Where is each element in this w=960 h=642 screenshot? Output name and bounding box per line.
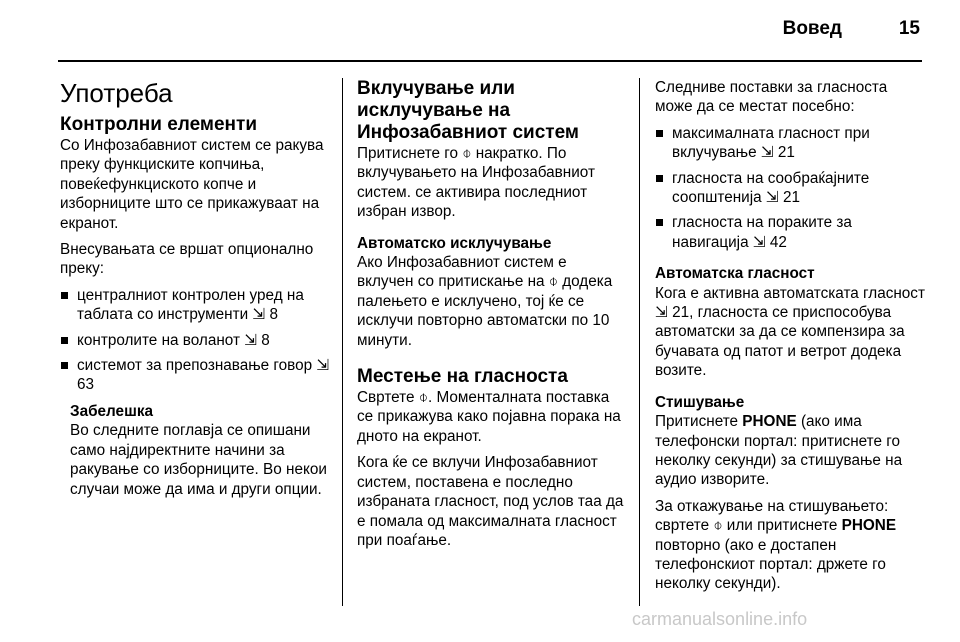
phone-button-label: PHONE [841, 517, 897, 535]
list-item: контролите на воланот ⇲ 8 [60, 331, 330, 350]
note-block [70, 402, 330, 499]
column-divider [342, 78, 343, 606]
bullet-list [655, 124, 927, 252]
text-run: Притиснете [655, 413, 743, 431]
minor-heading: Стишување [655, 393, 745, 411]
page-number: 15 [898, 18, 920, 39]
text-run: За откажување на стишувањето: свртете ⌽ или притиснете [655, 497, 889, 535]
note-text: Во следните поглавја се опишани само најдиректните начини за ракување со изборниците. Во некои случаи може да има и други опции. [70, 422, 327, 498]
column-divider [639, 78, 640, 606]
column-right [655, 78, 927, 601]
paragraph: Следниве поставки за гласноста може да се местат посебно: [655, 79, 888, 116]
list-item: гласноста на сообраќајните соопштенија ⇲ 21 [655, 169, 927, 208]
column-left [60, 78, 330, 499]
subsection-heading: Контролни елементи [60, 114, 258, 135]
text-run: (ако има телефонски портал: притиснете го неколку секунди) за стишување на аудио изворите. [655, 413, 903, 489]
text-run: повторно (ако е достапен телефонскиот портал: држете го неколку секунди). [655, 536, 886, 593]
phone-button-label: PHONE [742, 413, 797, 431]
list-item: максималната гласност при вклучување ⇲ 21 [655, 124, 927, 163]
bullet-list [60, 286, 330, 395]
paragraph: Притиснете го ⌽ накратко. По вклучувањето на Инфозабавниот систем. се активира последниот избран извор. [357, 145, 595, 221]
subsection-heading: Местење на гласноста [357, 366, 568, 388]
minor-heading: Автоматска гласност [655, 265, 815, 283]
paragraph [655, 497, 927, 594]
watermark: carmanualsonline.info [632, 609, 808, 629]
paragraph: Кога ќе се вклучи Инфозабавниот систем, поставена е последно избраната гласност, под услов таа да е помала од максималната гласност при поаѓање. [357, 454, 624, 549]
list-item: системот за препознавање говор ⇲ 63 [60, 356, 330, 395]
paragraph: Ако Инфозабавниот систем е вклучен со притискање на ⌽ додека палењето е исклучено, тој ќе се исклучи повторно автоматски по 10 минути. [357, 254, 613, 349]
subsection-heading: Вклучување или исклучување на Инфозабавниот систем [357, 78, 579, 143]
column-middle [357, 78, 627, 557]
header-rule [58, 60, 922, 62]
paragraph: Кога е активна автоматската гласност ⇲ 21, гласноста се приспособува автоматски за да се компензира за бучавата од патот и ветрот додека возите. [655, 284, 925, 380]
minor-heading: Автоматско исклучување [357, 234, 552, 252]
header-title: Вовед [782, 18, 842, 39]
paragraph: Внесувањата се вршат опционално преку: [60, 241, 314, 278]
list-item: централниот контролен уред на таблата со инструменти ⇲ 8 [60, 286, 330, 325]
page-header [0, 0, 960, 62]
paragraph [655, 412, 927, 490]
note-title: Забелешка [70, 402, 153, 420]
paragraph: Свртете ⌽. Моменталната поставка се прикажува како појавна порака на дното на екранот. [357, 389, 621, 445]
section-heading: Употреба [60, 78, 173, 108]
list-item: гласноста на пораките за навигација ⇲ 42 [655, 213, 927, 252]
paragraph: Со Инфозабавниот систем се ракува преку функциските копчиња, повеќефункциското копче и изборниците што се прикажуваат на екранот. [60, 137, 324, 232]
